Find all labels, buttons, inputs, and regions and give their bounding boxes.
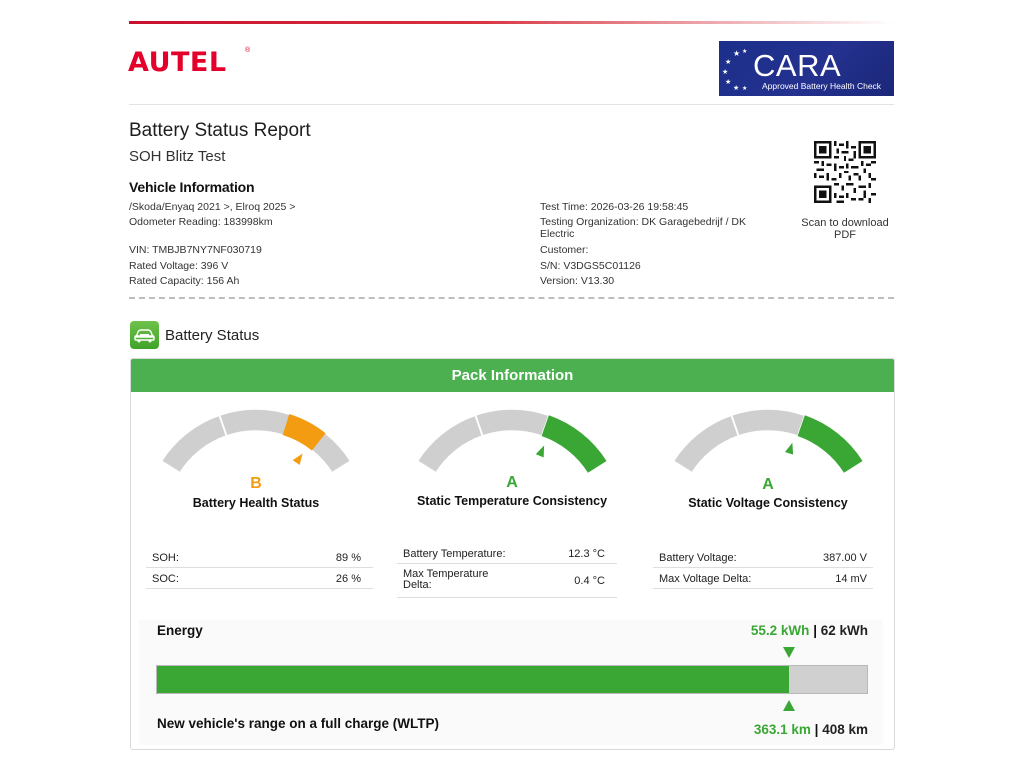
header-accent-line xyxy=(129,21,894,24)
cara-badge xyxy=(719,41,894,96)
battery-voltage-key: Battery Voltage: xyxy=(659,552,737,564)
test-time: Test Time: 2026-03-26 19:58:45 xyxy=(540,201,689,213)
table-row xyxy=(653,568,873,589)
report-title: Battery Status Report xyxy=(129,120,311,141)
gauge-fill xyxy=(798,415,863,473)
gauge-track-segment xyxy=(417,415,482,473)
svg-text:★: ★ xyxy=(722,68,729,76)
battery-car-icon xyxy=(130,321,159,349)
range-value xyxy=(754,722,868,737)
svg-text:★: ★ xyxy=(733,84,740,91)
vehicle-info-title: Vehicle Information xyxy=(129,179,255,195)
energy-bar xyxy=(156,665,868,694)
max-temperature-delta-value: 0.4 °C xyxy=(574,575,605,587)
voltage-consistency-grade: A xyxy=(762,476,774,493)
max-voltage-delta-value: 14 mV xyxy=(835,573,867,585)
software-version: Version: V13.30 xyxy=(540,275,615,287)
battery-voltage-value: 387.00 V xyxy=(822,552,867,564)
soc-value: 26 % xyxy=(335,573,361,585)
pack-information-header: Pack Information xyxy=(131,359,894,392)
rated-voltage: Rated Voltage: 396 V xyxy=(129,260,229,272)
table-row xyxy=(397,543,617,564)
qr-code-icon[interactable] xyxy=(814,141,876,203)
max-temperature-delta-key: Max Temperature Delta: xyxy=(403,568,489,591)
autel-logo-text: AUTEL xyxy=(128,47,227,78)
battery-temperature-value: 12.3 °C xyxy=(568,548,605,560)
testing-organization: Testing Organization: DK Garagebedrijf / DK Electric xyxy=(540,216,747,240)
odometer-reading: Odometer Reading: 183998km xyxy=(129,216,273,228)
gauge-track-segment xyxy=(220,409,293,436)
soc-key: SOC: xyxy=(152,573,179,585)
energy-current: 55.2 kWh xyxy=(750,623,810,638)
battery-status-title: Battery Status xyxy=(165,327,260,344)
svg-text:★: ★ xyxy=(725,58,732,66)
range-separator: | xyxy=(814,722,819,737)
header-divider xyxy=(129,104,894,105)
energy-value xyxy=(751,623,868,638)
table-row xyxy=(146,568,373,589)
range-current: 363.1 km xyxy=(753,722,811,737)
table-row xyxy=(397,564,617,598)
table-row xyxy=(146,547,373,568)
vin: VIN: TMBJB7NY7NF030719 xyxy=(129,244,262,256)
table-row xyxy=(653,547,873,568)
voltage-consistency-label: Static Voltage Consistency xyxy=(688,496,848,510)
battery-health-grade: B xyxy=(250,475,262,492)
dashed-divider xyxy=(129,297,894,299)
report-subtitle: SOH Blitz Test xyxy=(129,148,226,165)
customer: Customer: xyxy=(540,244,589,256)
registered-mark: ® xyxy=(245,47,251,54)
temperature-consistency-grade: A xyxy=(506,474,518,491)
gauge-track-segment xyxy=(161,415,226,473)
energy-title: Energy xyxy=(157,623,203,638)
gauge-track-segment xyxy=(732,409,805,436)
energy-marker-down-icon xyxy=(783,647,795,658)
energy-bar-fill xyxy=(157,666,789,693)
range-title: New vehicle's range on a full charge (WLTP) xyxy=(157,716,440,731)
energy-total: 62 kWh xyxy=(820,623,868,638)
gauge-track-segment xyxy=(476,409,549,436)
serial-number: S/N: V3DGS5C01126 xyxy=(540,260,641,272)
cara-subtitle: Approved Battery Health Check xyxy=(762,81,882,91)
soh-value: 89 % xyxy=(335,552,361,564)
svg-text:★: ★ xyxy=(733,49,741,58)
temperature-consistency-label: Static Temperature Consistency xyxy=(416,494,608,508)
gauge-pointer-icon xyxy=(536,446,544,458)
qr-caption: Scan to download PDF xyxy=(801,217,889,241)
gauge-fill xyxy=(542,415,607,473)
gauge-pointer-icon xyxy=(785,443,793,455)
battery-temperature-key: Battery Temperature: xyxy=(403,548,506,560)
energy-separator: | xyxy=(813,623,817,638)
vehicle-model: /Skoda/Enyaq 2021 >, Elroq 2025 > xyxy=(129,201,296,213)
cara-title: CARA xyxy=(753,48,842,83)
svg-text:★: ★ xyxy=(742,85,748,91)
battery-health-label: Battery Health Status xyxy=(192,496,320,510)
gauge-track-segment xyxy=(673,415,738,473)
svg-text:★: ★ xyxy=(725,78,732,86)
max-voltage-delta-key: Max Voltage Delta: xyxy=(659,573,752,585)
autel-logo xyxy=(128,47,251,78)
svg-text:★: ★ xyxy=(742,48,748,55)
rated-capacity: Rated Capacity: 156 Ah xyxy=(129,275,240,287)
range-total: 408 km xyxy=(822,722,868,737)
gauge-pointer-icon xyxy=(293,453,303,465)
soh-key: SOH: xyxy=(152,552,179,564)
range-marker-up-icon xyxy=(783,700,795,711)
